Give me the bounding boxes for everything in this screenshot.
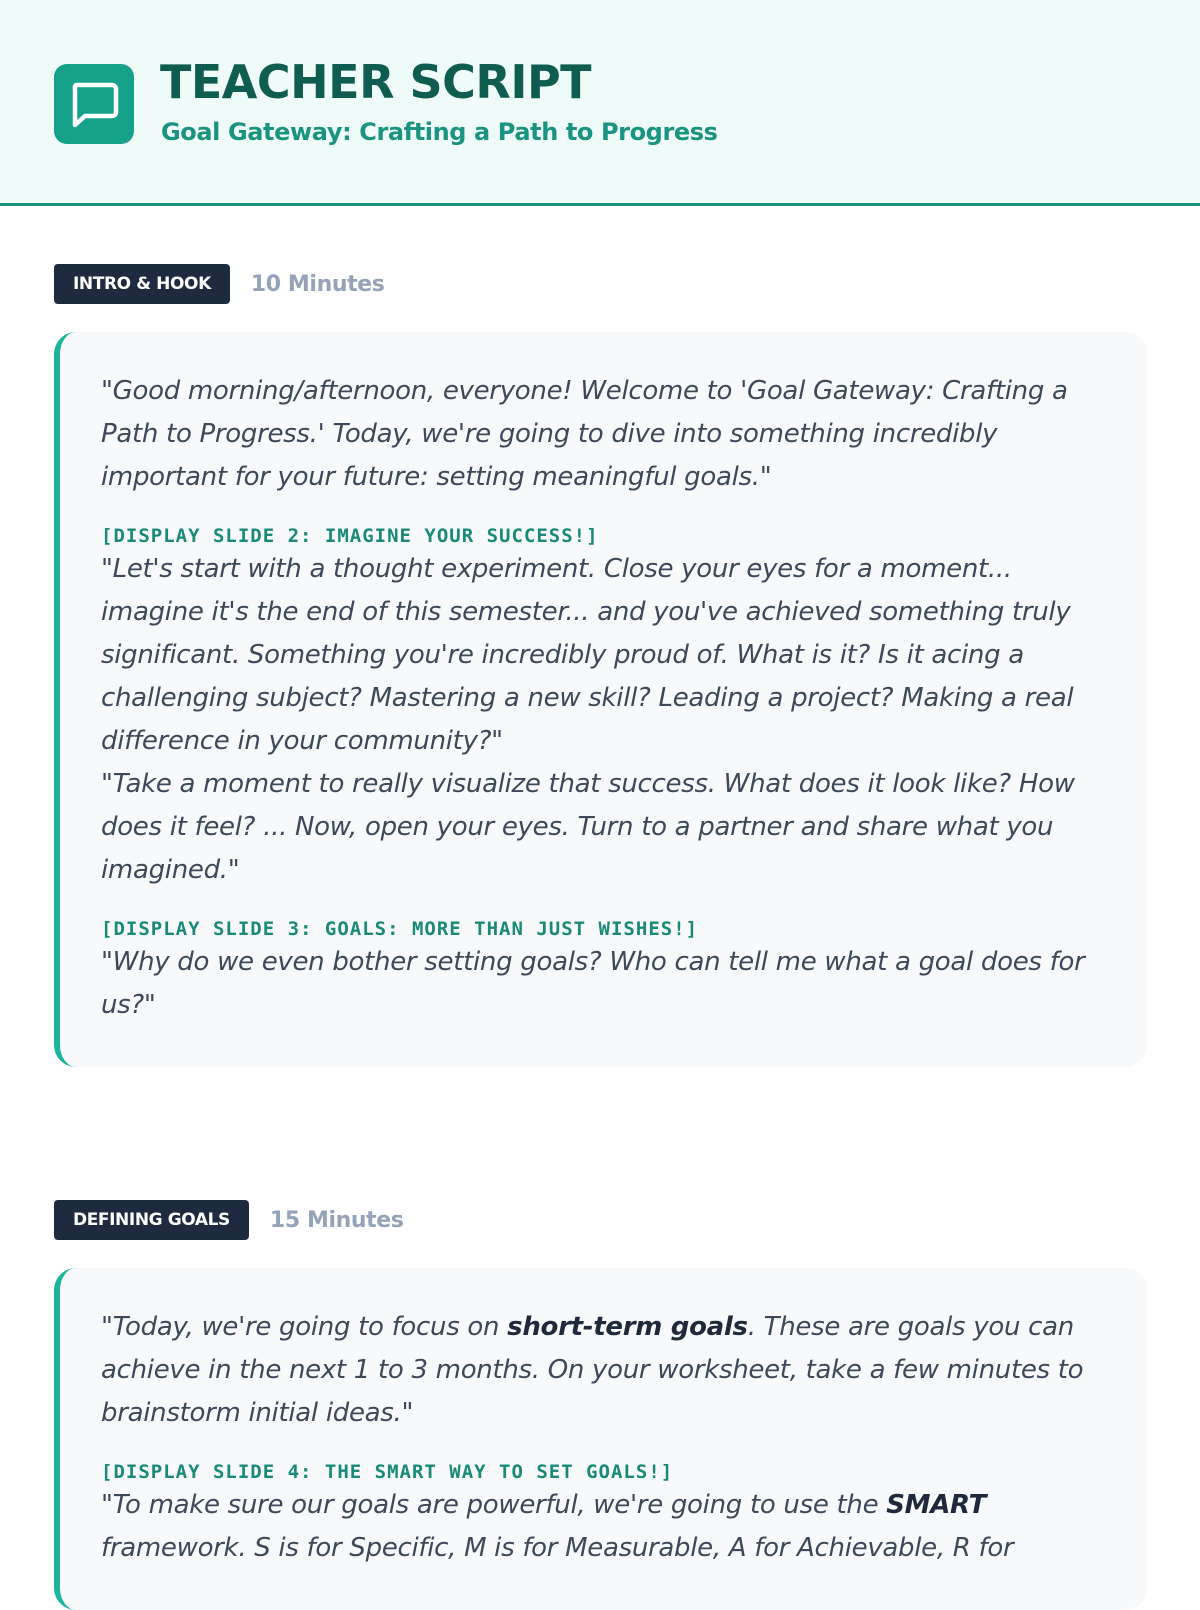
section-header <box>54 1200 1147 1240</box>
page-title: TEACHER SCRIPT <box>160 55 592 109</box>
section-duration: 15 Minutes <box>269 1207 404 1233</box>
page-subtitle: Goal Gateway: Crafting a Path to Progress <box>161 118 718 146</box>
text-run: "Today, we're going to focus on <box>101 1312 508 1342</box>
section-badge: INTRO & HOOK <box>54 264 230 304</box>
section-duration: 10 Minutes <box>250 271 385 297</box>
script-paragraph: "Good morning/afternoon, everyone! Welcome to 'Goal Gateway: Crafting a Path to Progress.' Today, we're going to dive into something incredibly important for your future: setting meaningful goals." <box>101 376 1068 492</box>
chat-bubble-icon <box>54 64 134 144</box>
section-defining-goals <box>54 1200 1147 1610</box>
script-paragraph: "Take a moment to really visualize that success. What does it look like? How does it feel? ... Now, open your eyes. Turn to a partner and share what you imagined." <box>101 769 1075 885</box>
slide-cue: [DISPLAY SLIDE 3: GOALS: MORE THAN JUST WISHES!] <box>101 918 699 940</box>
script-paragraph <box>101 1306 1117 1435</box>
slide-cue: [DISPLAY SLIDE 4: THE SMART WAY TO SET GOALS!] <box>101 1461 674 1483</box>
header <box>0 0 1200 206</box>
section-intro-hook <box>54 264 1147 1067</box>
section-header <box>54 264 1147 304</box>
text-run: . These are goals you can achieve in the next 1 to 3 months. On your worksheet, take a few minutes to brainstorm initial ideas." <box>101 1312 1084 1428</box>
script-paragraph: "Why do we even bother setting goals? Who can tell me what a goal does for us?" <box>101 947 1085 1020</box>
slide-cue: [DISPLAY SLIDE 2: IMAGINE YOUR SUCCESS!] <box>101 525 599 547</box>
script-card <box>54 1268 1147 1610</box>
text-run: "To make sure our goals are powerful, we're going to use the <box>101 1490 887 1520</box>
script-paragraph <box>101 1484 1117 1570</box>
text-run: framework. S is for Specific, M is for Measurable, A for Achievable, R for <box>101 1533 1014 1563</box>
emphasis-text: SMART <box>886 1490 987 1520</box>
emphasis-text: short-term goals <box>507 1312 748 1342</box>
section-badge: DEFINING GOALS <box>54 1200 249 1240</box>
script-paragraph: "Let's start with a thought experiment. Close your eyes for a moment... imagine it's the end of this semester... and you've achieved something truly significant. Something you're incredibly proud of. What is it? Is it acing a challenging subject? Mastering a new skill? Leading a project? Making a real difference in your community?" <box>101 554 1074 756</box>
script-card <box>54 332 1147 1067</box>
